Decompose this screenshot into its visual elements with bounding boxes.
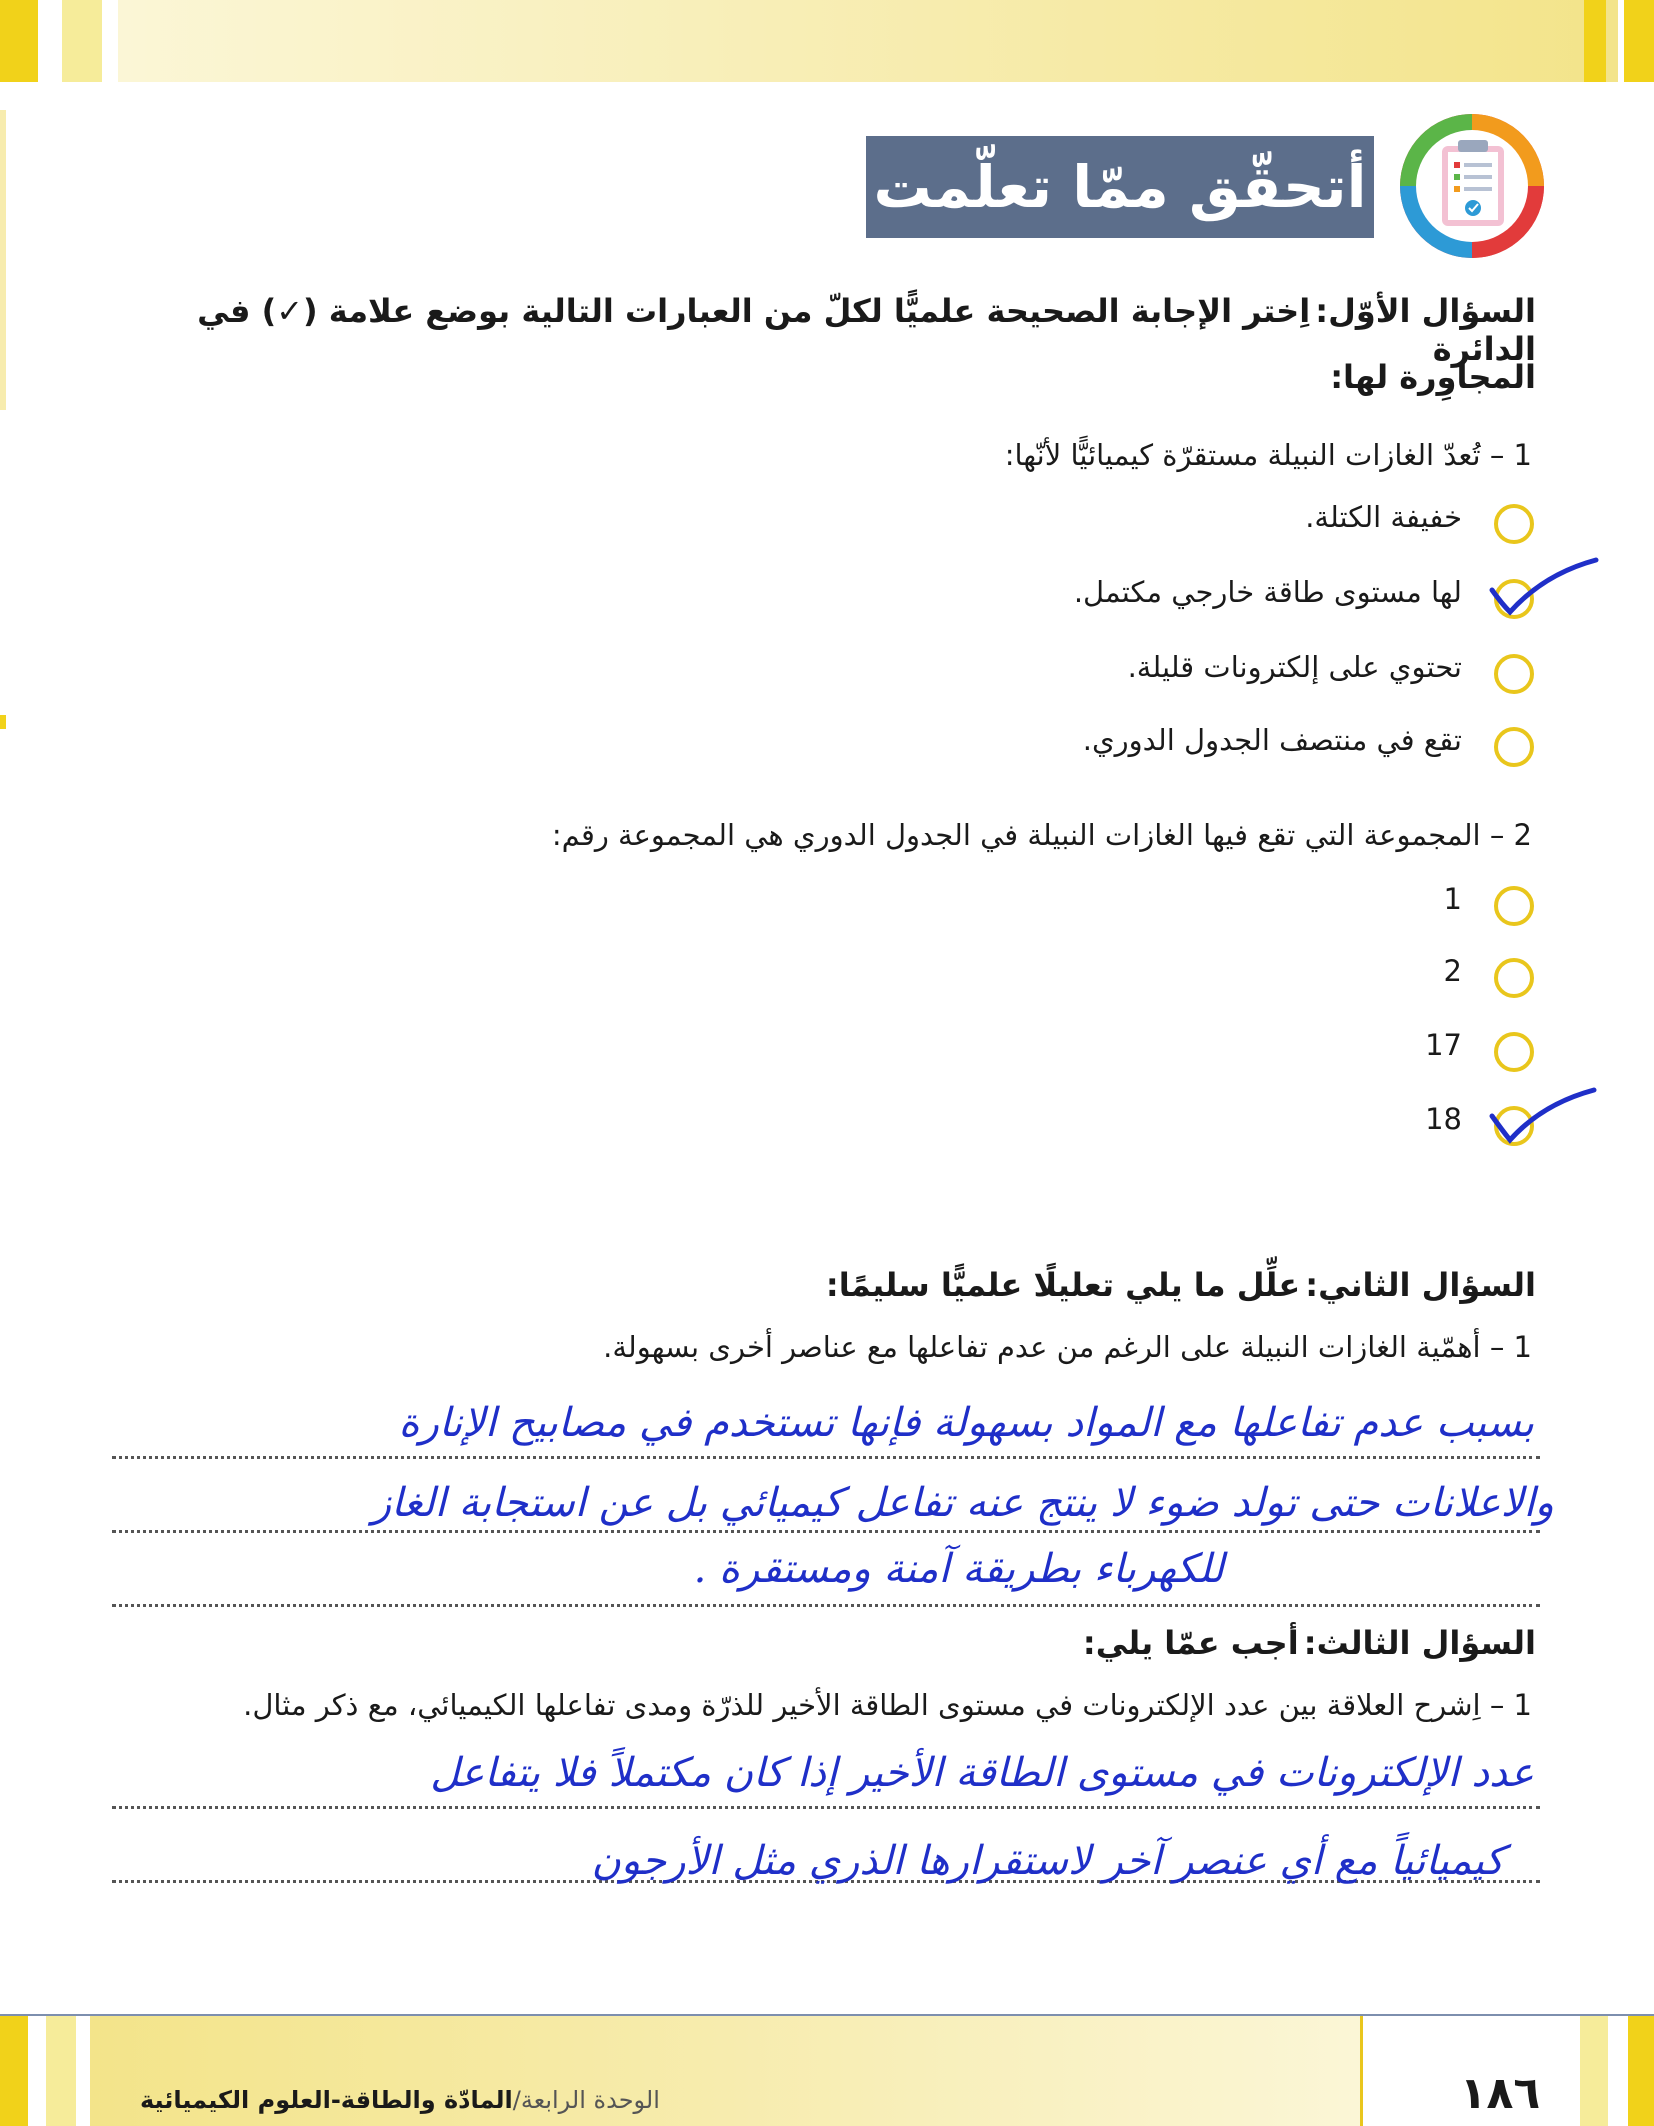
q3-prompt-line — [96, 1624, 1536, 1662]
q3-prompt: أجب عمّا يلي: — [1082, 1624, 1299, 1662]
answer-line — [112, 1806, 1540, 1809]
q2-prompt: علِّل ما يلي تعليلًا علميًّا سليمًا: — [825, 1266, 1301, 1304]
option-text: 18 — [1425, 1102, 1462, 1136]
q3-item1: 1 – اِشرح العلاقة بين عدد الإلكترونات في مستوى الطاقة الأخير للذرّة ومدى تفاعلها الكيميائي، مع ذكر مثال. — [243, 1688, 1532, 1722]
option-text: 1 — [1443, 882, 1462, 916]
check-mark-icon — [1484, 552, 1604, 624]
header-stripe — [0, 0, 38, 82]
q2-item1: 1 – أهمّية الغازات النبيلة على الرغم من عدم تفاعلها مع عناصر أخرى بسهولة. — [603, 1330, 1532, 1364]
option-text: تحتوي على إلكترونات قليلة. — [1127, 650, 1462, 684]
answer-line — [112, 1530, 1540, 1533]
handwritten-answer-line: للكهرباء بطريقة آمنة ومستقرة . — [693, 1546, 1224, 1592]
q1-item2-stem: 2 – المجموعة التي تقع فيها الغازات النبيلة في الجدول الدوري هي المجموعة رقم: — [551, 818, 1532, 852]
option-text: 2 — [1443, 954, 1462, 988]
footer-separator — [1360, 2016, 1363, 2126]
handwritten-answer-line: بسبب عدم تفاعلها مع المواد بسهولة فإنها تستخدم في مصابيح الإنارة — [398, 1400, 1534, 1446]
page-number: ١٨٦ — [1459, 2068, 1541, 2119]
q1-heading: السؤال الأوّل: — [1315, 292, 1536, 330]
header-stripe — [1584, 0, 1606, 82]
option-circle[interactable] — [1494, 886, 1534, 926]
q3-heading: السؤال الثالث: — [1303, 1624, 1536, 1662]
handwritten-answer-line: والاعلانات حتى تولد ضوء لا ينتج عنه تفاعل كيميائي بل عن استجابة الغاز — [371, 1480, 1554, 1526]
option-circle[interactable] — [1494, 504, 1534, 544]
footer-stripe — [46, 2016, 76, 2126]
answer-line — [112, 1604, 1540, 1607]
q2-heading: السؤال الثاني: — [1305, 1266, 1536, 1304]
q1-item1-stem: 1 – تُعدّ الغازات النبيلة مستقرّة كيميائيًّا لأنّها: — [1004, 438, 1532, 472]
q1-prompt: اِختر الإجابة الصحيحة علميًّا لكلّ من العبارات التالية بوضع علامة (✓) في الدائرة — [197, 292, 1536, 368]
header-band — [118, 0, 1618, 82]
option-text: لها مستوى طاقة خارجي مكتمل. — [1073, 575, 1462, 609]
q1-prompt-continued: المجاوِرة لها: — [1330, 358, 1536, 396]
footer-stripe — [1628, 2016, 1654, 2126]
header-stripe — [62, 0, 102, 82]
clipboard-checklist-icon — [1398, 112, 1546, 260]
page-title: أتحقّق ممّا تعلّمت — [873, 153, 1367, 221]
option-text: خفيفة الكتلة. — [1305, 500, 1462, 534]
handwritten-answer-line: عدد الإلكترونات في مستوى الطاقة الأخير إذا كان مكتملاً فلا يتفاعل — [430, 1750, 1534, 1796]
q1-prompt-line — [96, 292, 1536, 368]
footer-stripe — [1580, 2016, 1608, 2126]
option-circle[interactable] — [1494, 727, 1534, 767]
side-mark — [0, 110, 6, 410]
q2-prompt-line — [96, 1266, 1536, 1304]
side-mark — [0, 715, 6, 729]
check-mark-icon — [1484, 1082, 1604, 1152]
handwritten-answer-line: كيميائياً مع أي عنصر آخر لاستقرارها الذري مثل الأرجون — [591, 1838, 1504, 1884]
footer-unit-title: المادّة والطاقة-العلوم الكيميائية — [140, 2086, 513, 2114]
option-circle[interactable] — [1494, 654, 1534, 694]
option-circle[interactable] — [1494, 958, 1534, 998]
option-text: تقع في منتصف الجدول الدوري. — [1082, 723, 1462, 757]
header-stripe — [1624, 0, 1654, 82]
option-text: 17 — [1425, 1028, 1462, 1062]
answer-line — [112, 1456, 1540, 1459]
footer-unit — [140, 2086, 660, 2114]
option-circle[interactable] — [1494, 1032, 1534, 1072]
footer-unit-prefix: الوحدة الرابعة/ — [512, 2086, 660, 2114]
footer-stripe — [0, 2016, 28, 2126]
